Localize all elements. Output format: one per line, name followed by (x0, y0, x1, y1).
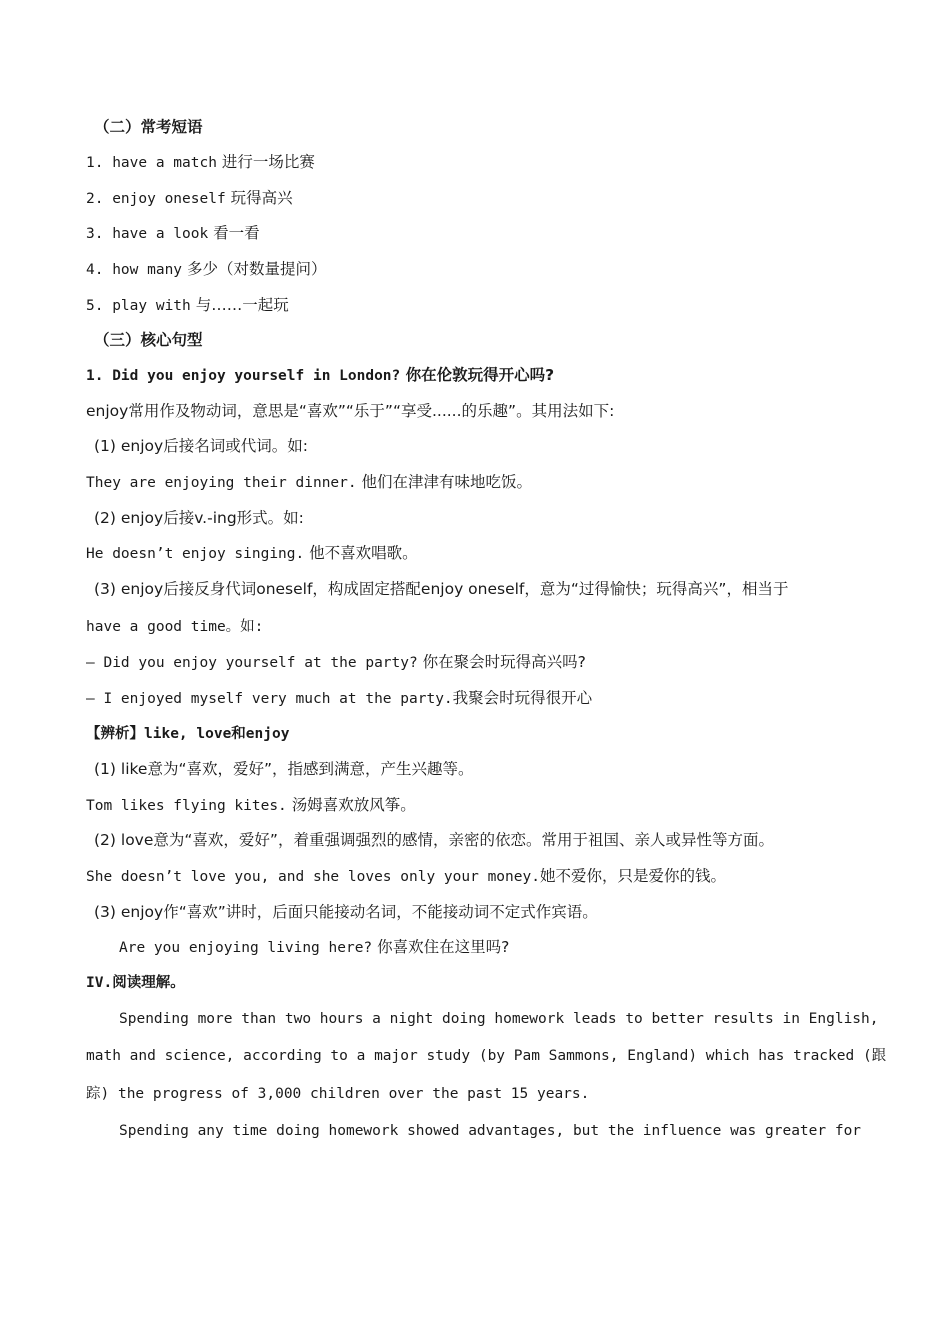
usage-1: (1) enjoy后接名词或代词。如: (94, 437, 308, 455)
reading-paragraph-1-line-2: math and science, according to a major study (by Pam Sammons, England) which has tracked (跟 (86, 1048, 887, 1064)
reading-paragraph-1-line-1: Spending more than two hours a night doing homework leads to better results in English, (119, 1011, 879, 1027)
key-sentence-1: 1. Did you enjoy yourself in London? 你在伦敦玩得开心吗? (86, 366, 555, 384)
usage-3-continued: have a good time。如: (86, 619, 264, 635)
section-heading-reading: IV.阅读理解。 (86, 975, 185, 991)
reading-paragraph-2-line-1: Spending any time doing homework showed advantages, but the influence was greater for (119, 1123, 862, 1139)
usage-intro: enjoy常用作及物动词，意思是“喜欢”“乐于”“享受......的乐趣”。其用法如下: (86, 402, 615, 420)
phrase-item-4: 4. how many 多少（对数量提问） (86, 260, 327, 278)
section-heading-sentences: （三）核心句型 (94, 331, 203, 349)
dialogue-line-2: — I enjoyed myself very much at the party.我聚会时玩得很开心 (86, 689, 593, 707)
analysis-love-example: She doesn’t love you, and she loves only your money.她不爱你，只是爱你的钱。 (86, 867, 726, 885)
analysis-like-example: Tom likes flying kites. 汤姆喜欢放风筝。 (86, 796, 416, 814)
dialogue-line-1: — Did you enjoy yourself at the party? 你在聚会时玩得高兴吗? (86, 653, 586, 671)
usage-2-example: He doesn’t enjoy singing. 他不喜欢唱歌。 (86, 544, 418, 562)
analysis-heading: 【辨析】like, love和enjoy (86, 726, 290, 742)
section-heading-phrases: （二）常考短语 (94, 118, 203, 136)
reading-paragraph-1-line-3: 踪) the progress of 3,000 children over the past 15 years. (86, 1086, 590, 1102)
analysis-enjoy-example: Are you enjoying living here? 你喜欢住在这里吗? (119, 938, 510, 956)
phrase-item-3: 3. have a look 看一看 (86, 224, 260, 242)
usage-1-example: They are enjoying their dinner. 他们在津津有味地吃饭。 (86, 473, 533, 491)
analysis-love: (2) love意为“喜欢，爱好”，着重强调强烈的感情，亲密的依恋。常用于祖国、亲人或异性等方面。 (94, 831, 774, 849)
phrase-item-2: 2. enjoy oneself 玩得高兴 (86, 189, 293, 207)
analysis-like: (1) like意为“喜欢，爱好”，指感到满意，产生兴趣等。 (94, 760, 474, 778)
usage-3: (3) enjoy后接反身代词oneself，构成固定搭配enjoy oneself，意为“过得愉快；玩得高兴”，相当于 (94, 580, 789, 598)
analysis-enjoy: (3) enjoy作“喜欢”讲时，后面只能接动名词，不能接动词不定式作宾语。 (94, 903, 598, 921)
usage-2: (2) enjoy后接v.-ing形式。如: (94, 509, 304, 527)
phrase-item-1: 1. have a match 进行一场比赛 (86, 153, 315, 171)
phrase-item-5: 5. play with 与……一起玩 (86, 296, 289, 314)
